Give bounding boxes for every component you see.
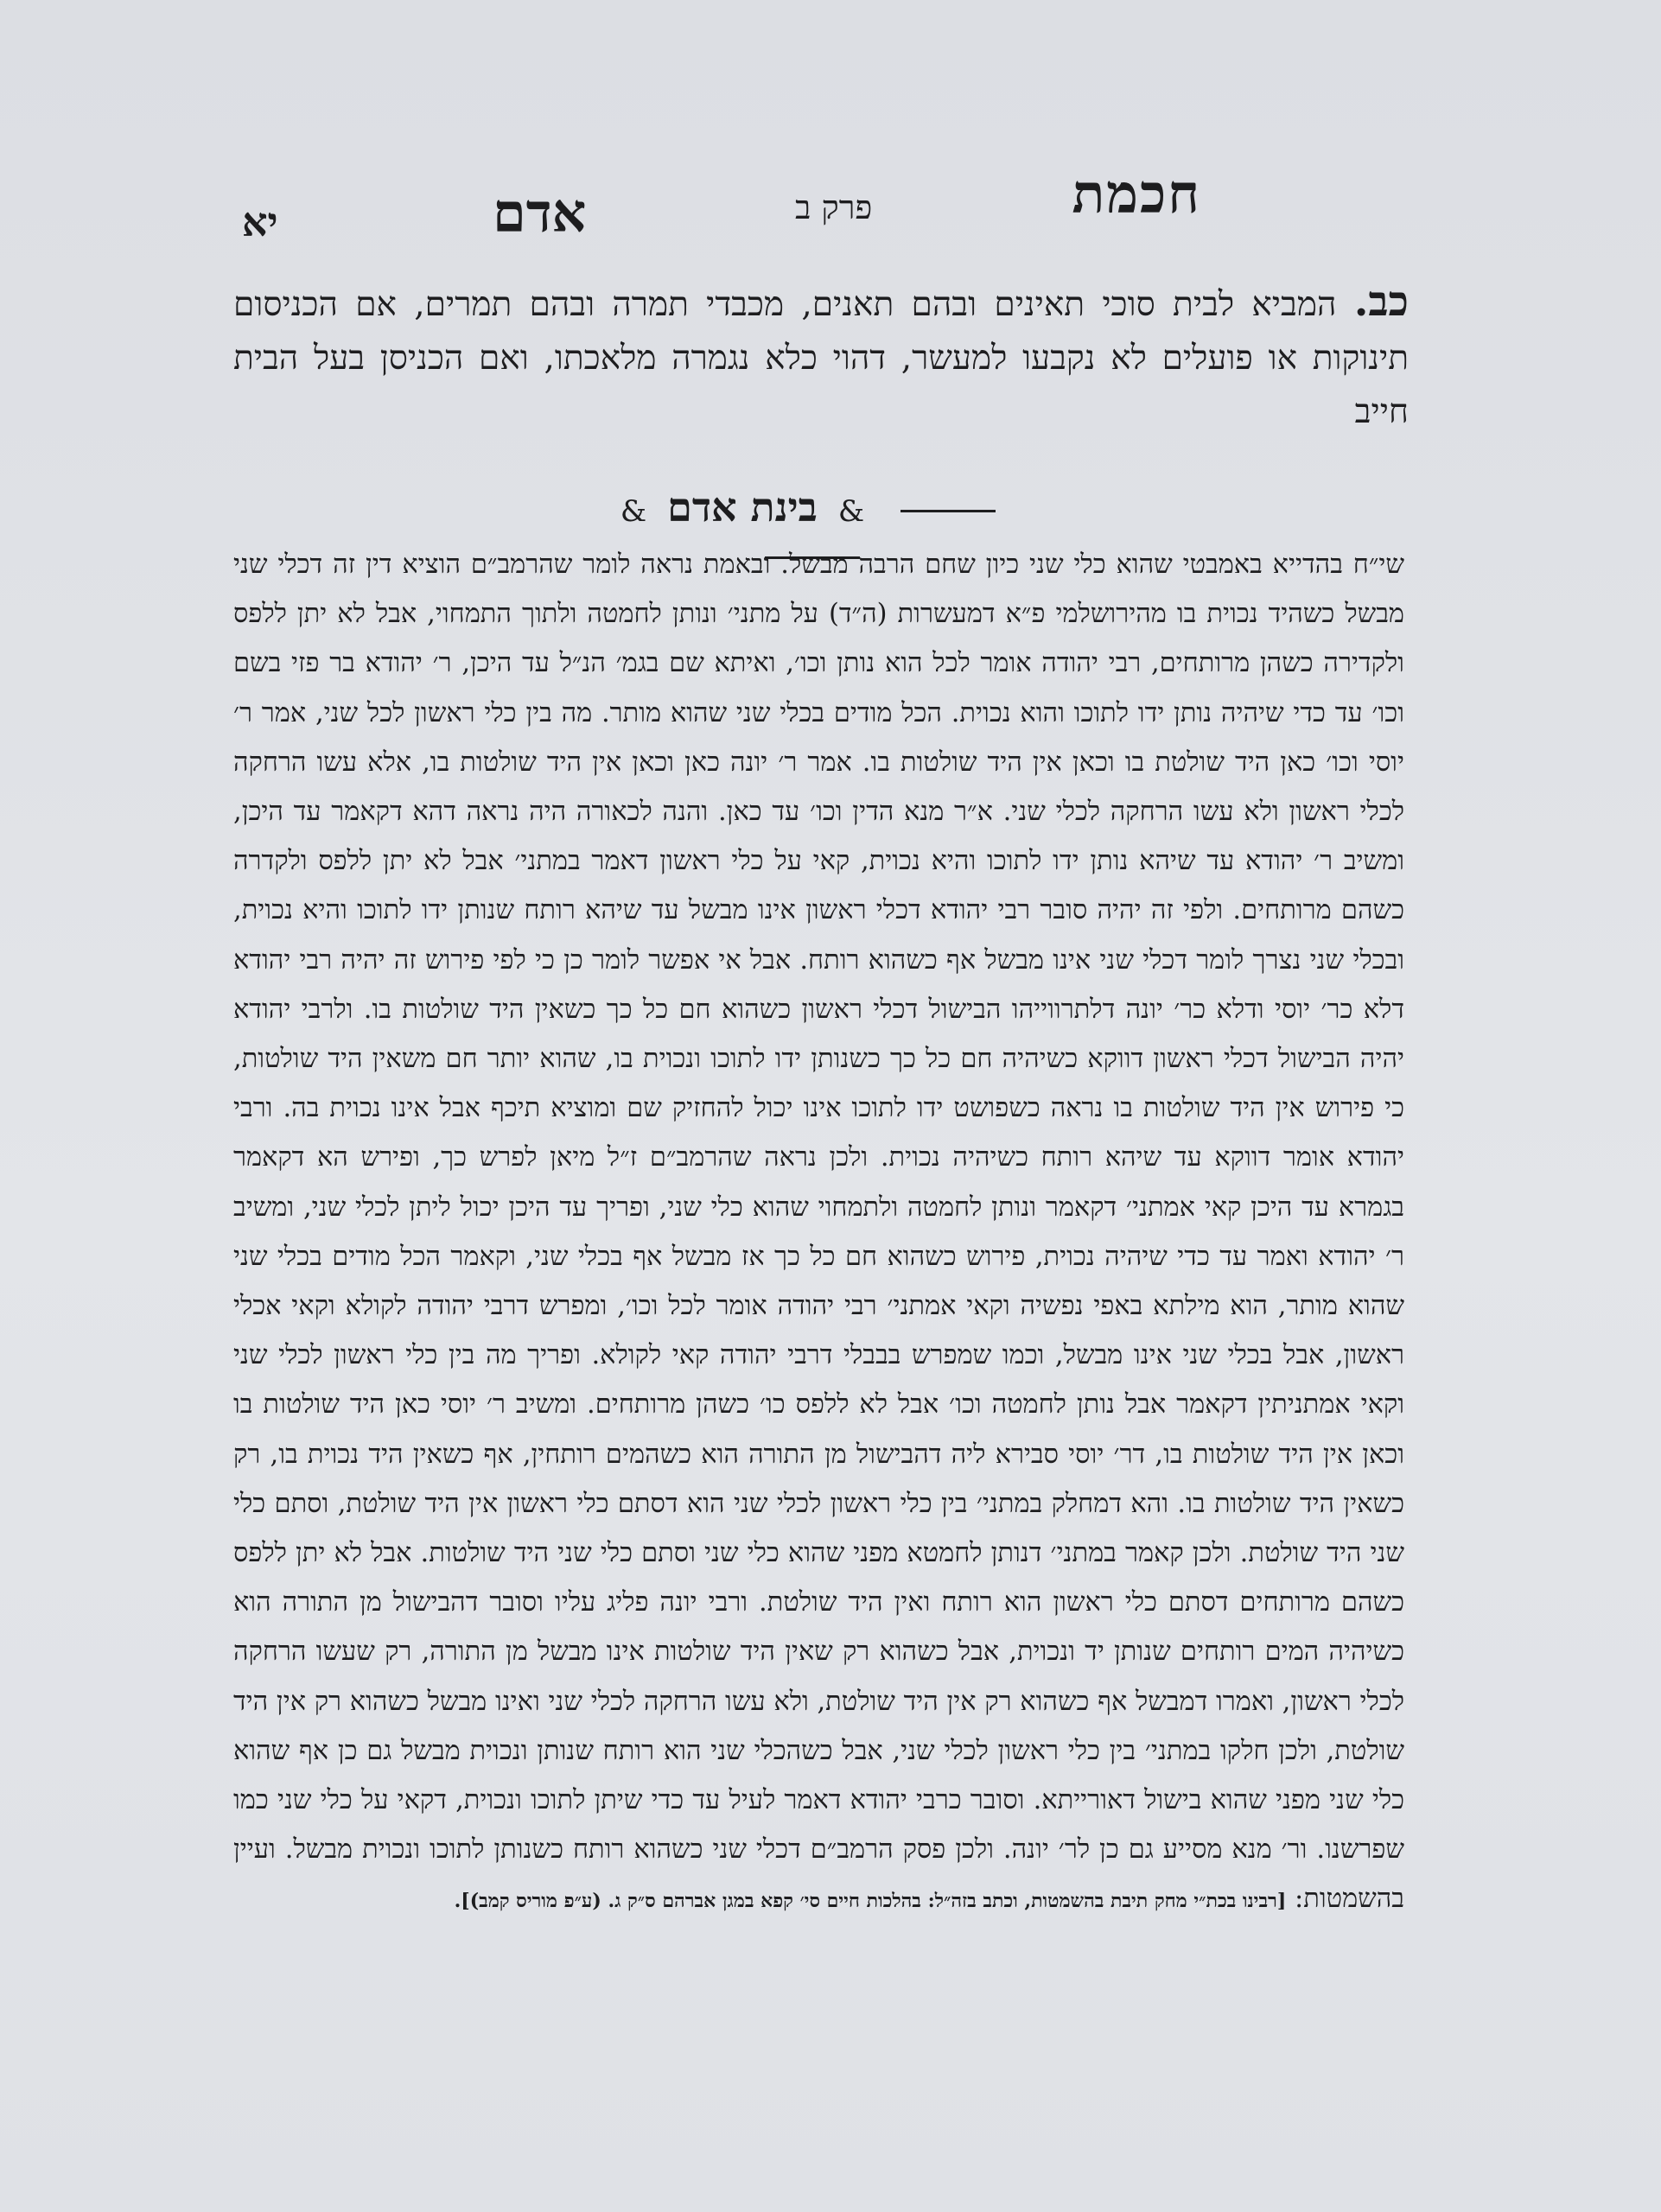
section-22 <box>233 275 1409 439</box>
ornament-right-icon: & <box>837 494 865 529</box>
commentary-title: בינת אדם <box>667 484 818 531</box>
section-text: המביא לבית סוכי תאינים ובהם תאנים, מכבדי תמרה ובהם תמרים, אם הכניסום תינוקות או פועלים לא נקבעו למעשר, דהוי כלא נגמרה מלאכתו, ואם הכניסן בעל הבית חייב <box>233 285 1409 431</box>
running-title-center: אדם <box>493 181 587 245</box>
ornament-left-icon: & <box>620 494 647 529</box>
chapter-label: פרק ב <box>795 188 873 226</box>
footnote: [רבינו בכת״י מחק תיבת בהשמטות, וכתב בזה״ל: בהלכות חיים סי׳ קפא במגן אברהם ס״ק ג. (ע״פ מוריס קמב)]. <box>454 1890 1287 1913</box>
running-title-right: חכמת <box>1072 162 1201 226</box>
commentary-text: שי״ח בהדייא באמבטי שהוא כלי שני כיון שחם הרבה מבשל. ובאמת נראה לומר שהרמב״ם הוציא דין זה דכלי שני מבשל כשהיד נכוית בו מהירושלמי פ״א דמעשרות (ה״ד) על מתני׳ ונותן לחמטה ולתוך התמחוי, אבל לא יתן ללפס ולקדירה כשהן מרותחים, רבי יהודה אומר לכל הוא נותן וכו׳, ואיתא שם בגמ׳ הנ״ל עד היכן, ר׳ יהודא בר פזי בשם וכו׳ עד כדי שיהיה נותן ידו לתוכו והוא נכוית. הכל מודים בכלי שני שהוא מותר. מה בין כלי ראשון לכל שני, אמר ר׳ יוסי וכו׳ כאן היד שולטת בו וכאן אין היד שולטות בו. אמר ר׳ יונה כאן וכאן אין היד שולטות בו, אלא עשו הרחקה לכלי ראשון ולא עשו הרחקה לכלי שני. א״ר מנא הדין וכו׳ עד כאן. והנה לכאורה היה נראה דהא דקאמר עד היכן, ומשיב ר׳ יהודא עד שיהא נותן ידו לתוכו והיא נכוית, קאי על כלי ראשון דאמר במתני׳ אבל לא יתן ללפס ולקדרה כשהם מרותחים. ולפי זה יהיה סובר רבי יהודא דכלי ראשון אינו מבשל עד שיהא רותח שנותן ידו לתוכו והיא נכוית, ובכלי שני נצרך לומר דכלי שני אינו מבשל אף כשהוא רותח. אבל אי אפשר לומר כן כי לפי פירוש זה יהיה רבי יהודא דלא כר׳ יוסי ודלא כר׳ יונה דלתרווייהו הבישול דכלי ראשון כשהוא חם כל כך כשאין היד שולטות בו. ולרבי יהודא יהיה הבישול דכלי ראשון דווקא כשיהיה חם כל כך כשנותן ידו לתוכו ונכוית בו, שהוא יותר חם משאין היד שולטות, כי פירוש אין היד שולטות בו נראה כשפושט ידו לתוכו אינו יכול להחזיק שם ומוציא תיכף אבל אינו נכוית בה. ורבי יהודא אומר דווקא עד שיהא רותח כשיהיה נכוית. ולכן נראה שהרמב״ם ז״ל מיאן לפרש כך, ופירש הא דקאמר בגמרא עד היכן קאי אמתני׳ דקאמר ונותן לחמטה ולתמחוי שהוא כלי שני, ופריך עד היכן יכול ליתן לכלי שני, ומשיב ר׳ יהודא ואמר עד כדי שיהיה נכוית, פירוש כשהוא חם כל כך אז מבשל אף בכלי שני, וקאמר הכל מודים בכלי שני שהוא מותר, הוא מילתא באפי נפשיה וקאי אמתני׳ רבי יהודה אומר לכל וכו׳, ומפרש דרבי יהודה לקולא וקאי אכלי ראשון, אבל בכלי שני אינו מבשל, וכמו שמפרש בבבלי דרבי יהודה קאי לקולא. ופריך מה בין כלי ראשון לכלי שני וקאי אמתניתין דקאמר אבל נותן לחמטה וכו׳ אבל לא ללפס כו׳ כשהן מרותחים. ומשיב ר׳ יוסי כאן היד שולטות בו וכאן אין היד שולטות בו, דר׳ יוסי סבירא ליה דהבישול מן התורה הוא כשהמים רותחין, אף כשאין היד נכוית בו, רק כשאין היד שולטות בו. והא דמחלק במתני׳ בין כלי ראשון לכלי שני הוא דסתם כלי ראשון אין היד שולטת, וסתם כלי שני היד שולטת. ולכן קאמר במתני׳ דנותן לחמטא מפני שהוא כלי שני וסתם כלי שני היד שולטות. אבל לא יתן ללפס כשהם מרותחים דסתם כלי ראשון הוא רותח ואין היד שולטת. ורבי יונה פליג עליו וסובר דהבישול מן התורה הוא כשיהיה המים רותחים שנותן יד ונכוית, אבל כשהוא רק שאין היד שולטות אינו מבשל מן התורה, רק שעשו הרחקה לכלי ראשון, ואמרו דמבשל אף כשהוא רק אין היד שולטת, ולא עשו הרחקה לכלי שני ואינו מבשל כשהוא רק אין היד שולטת, ולכן חלקו במתני׳ בין כלי ראשון לכלי שני, אבל כשהכלי שני הוא רותח שנותן ונכוית מבשל גם כן אף שהוא כלי שני מפני שהוא בישול דאורייתא. וסובר כרבי יהודא דאמר לעיל עד כדי שיתן לתוכו ונכוית, דקאי על כלי שני כמו שפרשנו. ור׳ מנא מסייע גם כן לר׳ יונה. ולכן פסק הרמב״ם דכלי שני כשהוא רותח כשנותן לתוכו ונכוית מבשל. ועיין בהשמטות: <box>233 550 1404 1915</box>
page-number: יא <box>242 199 278 245</box>
heading-rule-right <box>901 510 996 512</box>
commentary-heading <box>553 484 1072 536</box>
commentary-body <box>233 540 1404 1927</box>
section-number: כב. <box>1353 277 1409 326</box>
page-header <box>233 147 1435 245</box>
